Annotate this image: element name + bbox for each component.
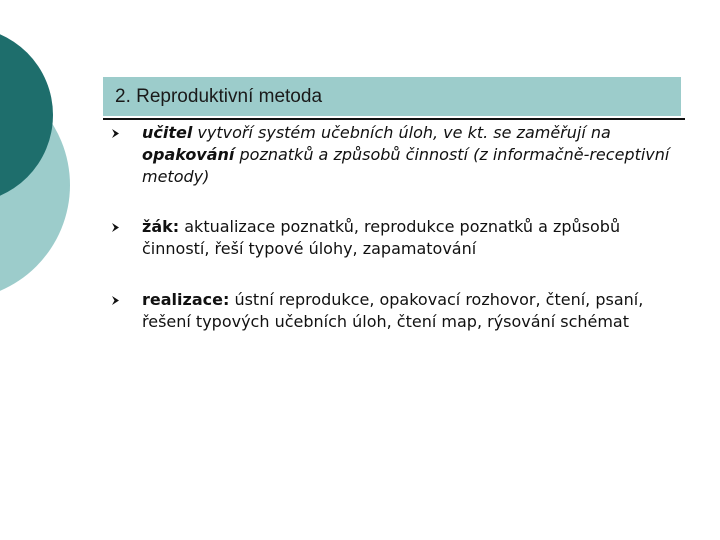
bullet-text: vytvoří systém učebních úloh, ve kt. se zaměřují na [192, 123, 611, 142]
arrowhead-bullet-icon [108, 122, 122, 144]
bullet-lead: učitel [142, 123, 193, 142]
bullet-lead: realizace: [142, 290, 230, 309]
bullet-item-ucitel [108, 122, 680, 188]
bullet-lead: žák: [142, 217, 180, 236]
title-underline [103, 118, 685, 120]
slide-title: 2. Reproduktivní metoda [115, 85, 323, 107]
bullet-item-zak [108, 216, 680, 260]
title-band [103, 77, 681, 116]
arrowhead-bullet-icon [108, 216, 122, 238]
bullet-text: ústní reprodukce, opakovací rozhovor, čtení, psaní, řešení typových učebních úloh, čtení map, rýsování schémat [142, 290, 644, 331]
bullet-item-realizace [108, 289, 680, 333]
decorative-circles [0, 0, 120, 300]
bullet-key-term: opakování [142, 145, 235, 164]
arrowhead-bullet-icon [108, 289, 122, 311]
bullet-text: aktualizace poznatků, reprodukce poznatků a způsobů činností, řeší typové úlohy, zapamatování [142, 217, 621, 258]
bullet-text: poznatků a způsobů činností (z informačně-receptivní metody) [142, 145, 670, 186]
